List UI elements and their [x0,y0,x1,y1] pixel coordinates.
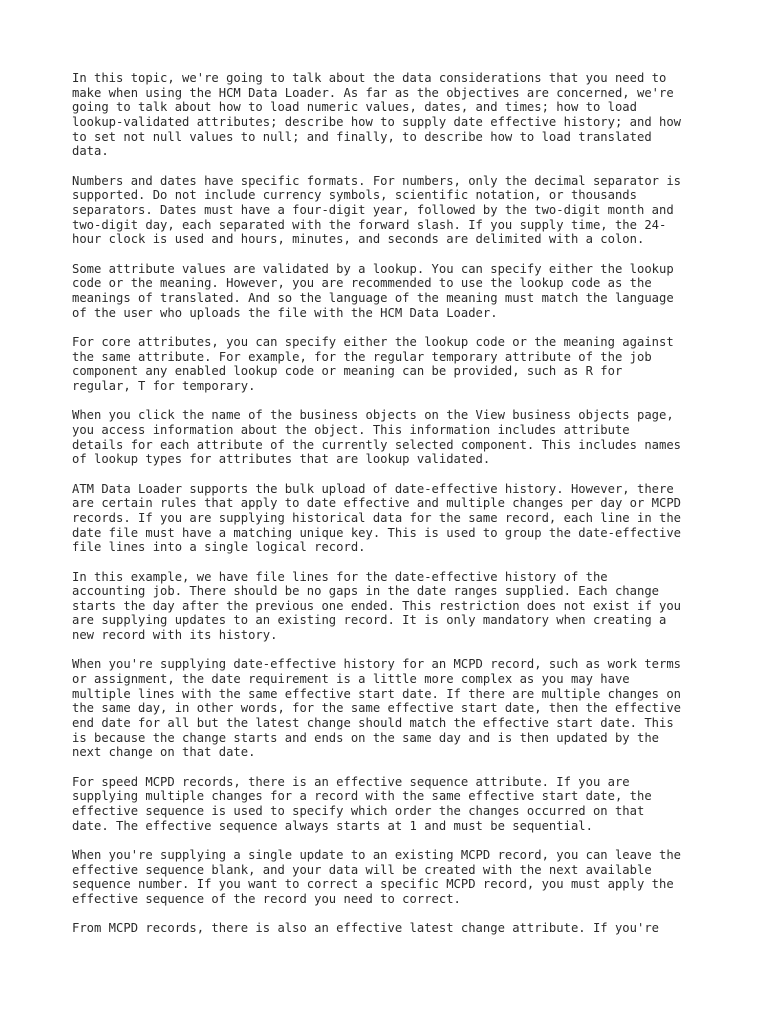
paragraph-objectives: In this topic, we're going to talk about the data considerations that you need to make when using the HCM Data Loader. As far as the objectives are concerned, we're going to talk about how to load numeric values, dates, and times; how to load lookup-validated attributes; describe how to supply date effective history; and how to set not null values to null; and finally, to describe how to load translated data. [72,71,682,159]
paragraph-single-update: When you're supplying a single update to an existing MCPD record, you can leave the effective sequence blank, and your data will be created with the next available sequence number. If you want to correct a specific MCPD record, you must apply the effective sequence of the record you need to correct. [72,848,682,907]
paragraph-core-attributes: For core attributes, you can specify either the lookup code or the meaning against the same attribute. For example, for the regular temporary attribute of the job component any enabled lookup code or meaning can be provided, such as R for regular, T for temporary. [72,334,674,393]
paragraph-latest-change: From MCPD records, there is also an effective latest change attribute. If you're [72,921,659,936]
paragraph-lookup-validation: Some attribute values are validated by a lookup. You can specify either the lookup code or the meaning. However, you are recommended to use the lookup code as the meanings of translated. And so the language of the meaning must match the language of the user who uploads the file with the HCM Data Loader. [72,261,674,320]
paragraph-business-objects: When you click the name of the business objects on the View business objects page, you access information about the object. This information includes attribute details for each attribute of the currently selected component. This includes names of lookup types for attributes that are lookup validated. [72,408,682,467]
document-body [72,71,702,951]
paragraph-effective-sequence: For speed MCPD records, there is an effective sequence attribute. If you are supplying multiple changes for a record with the same effective start date, the effective sequence is used to specify which order the changes occurred on that date. The effective sequence always starts at 1 and must be sequential. [72,774,652,833]
paragraph-number-date-formats: Numbers and dates have specific formats. For numbers, only the decimal separator is supported. Do not include currency symbols, scientific notation, or thousands separators. Dates must have a four-digit year, followed by the two-digit month and two-digit day, each separated with the forward slash. If you supply time, the 24- hour clock is used and hours, minutes, and seconds are delimited with a colon. [72,173,682,247]
paragraph-mcpd-history: When you're supplying date-effective history for an MCPD record, such as work terms or assignment, the date requirement is a little more complex as you may have multiple lines with the same effective start date. If there are multiple changes on the same day, in other words, for the same effective start date, then the effective end date for all but the latest change should match the effective start date. This is because the change starts and ends on the same day and is then updated by the next change on that date. [72,657,682,760]
paragraph-date-effective-history: ATM Data Loader supports the bulk upload of date-effective history. However, there are certain rules that apply to date effective and multiple changes per day or MCPD records. If you are supplying historical data for the same record, each line in the date file must have a matching unique key. This is used to group the date-effective file lines into a single logical record. [72,481,682,555]
paragraph-example-accounting-job: In this example, we have file lines for the date-effective history of the accounting job. There should be no gaps in the date ranges supplied. Each change starts the day after the previous one ended. This restriction does not exist if you are supplying updates to an existing record. It is only mandatory when creating a new record with its history. [72,569,682,643]
